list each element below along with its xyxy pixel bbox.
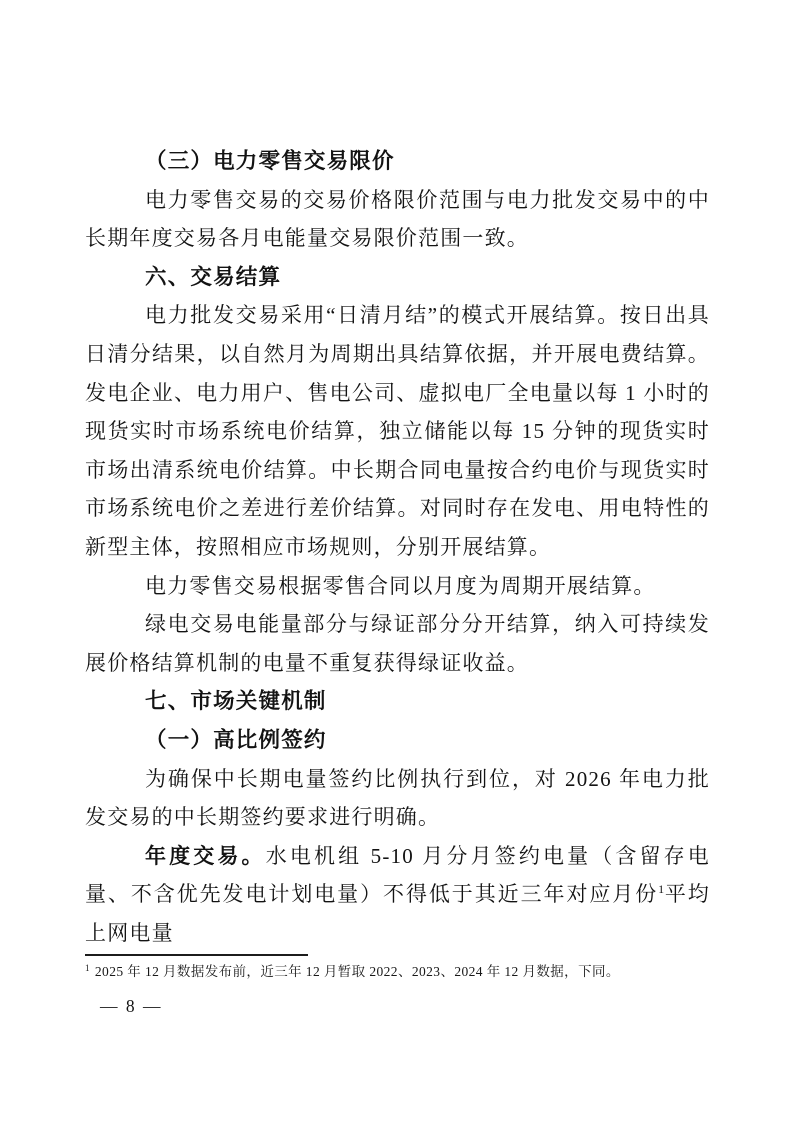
paragraph-green-power-settlement: 绿电交易电能量部分与绿证部分分开结算，纳入可持续发展价格结算机制的电量不重复获得绿证收益。 — [85, 612, 710, 675]
document-content — [85, 142, 710, 952]
footnote-reference: 1 — [658, 882, 665, 897]
footnote-separator-rule — [85, 954, 308, 956]
paragraph-contracting-requirement: 为确保中长期电量签约比例执行到位，对 2026 年电力批发交易的中长期签约要求进行明确。 — [85, 766, 710, 830]
paragraph-wholesale-settlement: 电力批发交易采用“日清月结”的模式开展结算。按日出具日清分结果，以自然月为周期出具结算依据，并开展电费结算。发电企业、电力用户、售电公司、虚拟电厂全电量以每 1 小时的现货实时市场系统电价结算，独立储能以每 15 分钟的现货实时市场出清系统电价结算。中长期合同电量按合约电价与现货实时市场系统电价之差进行差价结算。对同时存在发电、用电特性的新型主体，按照相应市场规则，分别开展结算。 — [85, 303, 710, 559]
footnote-area — [85, 954, 710, 982]
heading-chapter-6-settlement: 六、交易结算 — [145, 264, 282, 289]
footnote-marker: 1 — [85, 962, 90, 973]
paragraph-retail-price-limit: 电力零售交易的交易价格限价范围与电力批发交易中的中长期年度交易各月电能量交易限价范围一致。 — [85, 187, 710, 251]
page-number: — 8 — — [100, 996, 163, 1016]
heading-section-1-high-ratio-contracting: （一）高比例签约 — [145, 727, 327, 752]
footnote-label: 2025 年 12 月数据发布前，近三年 12 月暂取 2022、2023、2024 年 12 月数据，下同。 — [94, 964, 620, 979]
heading-section-3-retail-price-limit: （三）电力零售交易限价 — [145, 149, 395, 173]
paragraph-retail-settlement: 电力零售交易根据零售合同以月度为周期开展结算。 — [145, 573, 656, 598]
heading-chapter-7-key-mechanisms: 七、市场关键机制 — [145, 689, 327, 714]
footnote — [85, 961, 710, 982]
paragraph-annual-trading: 年度交易。水电机组 5-10 月分月签约电量（含留存电量、不含优先发电计划电量）不得低于其近三年对应月份$^1$平均上网电量 — [85, 843, 710, 945]
